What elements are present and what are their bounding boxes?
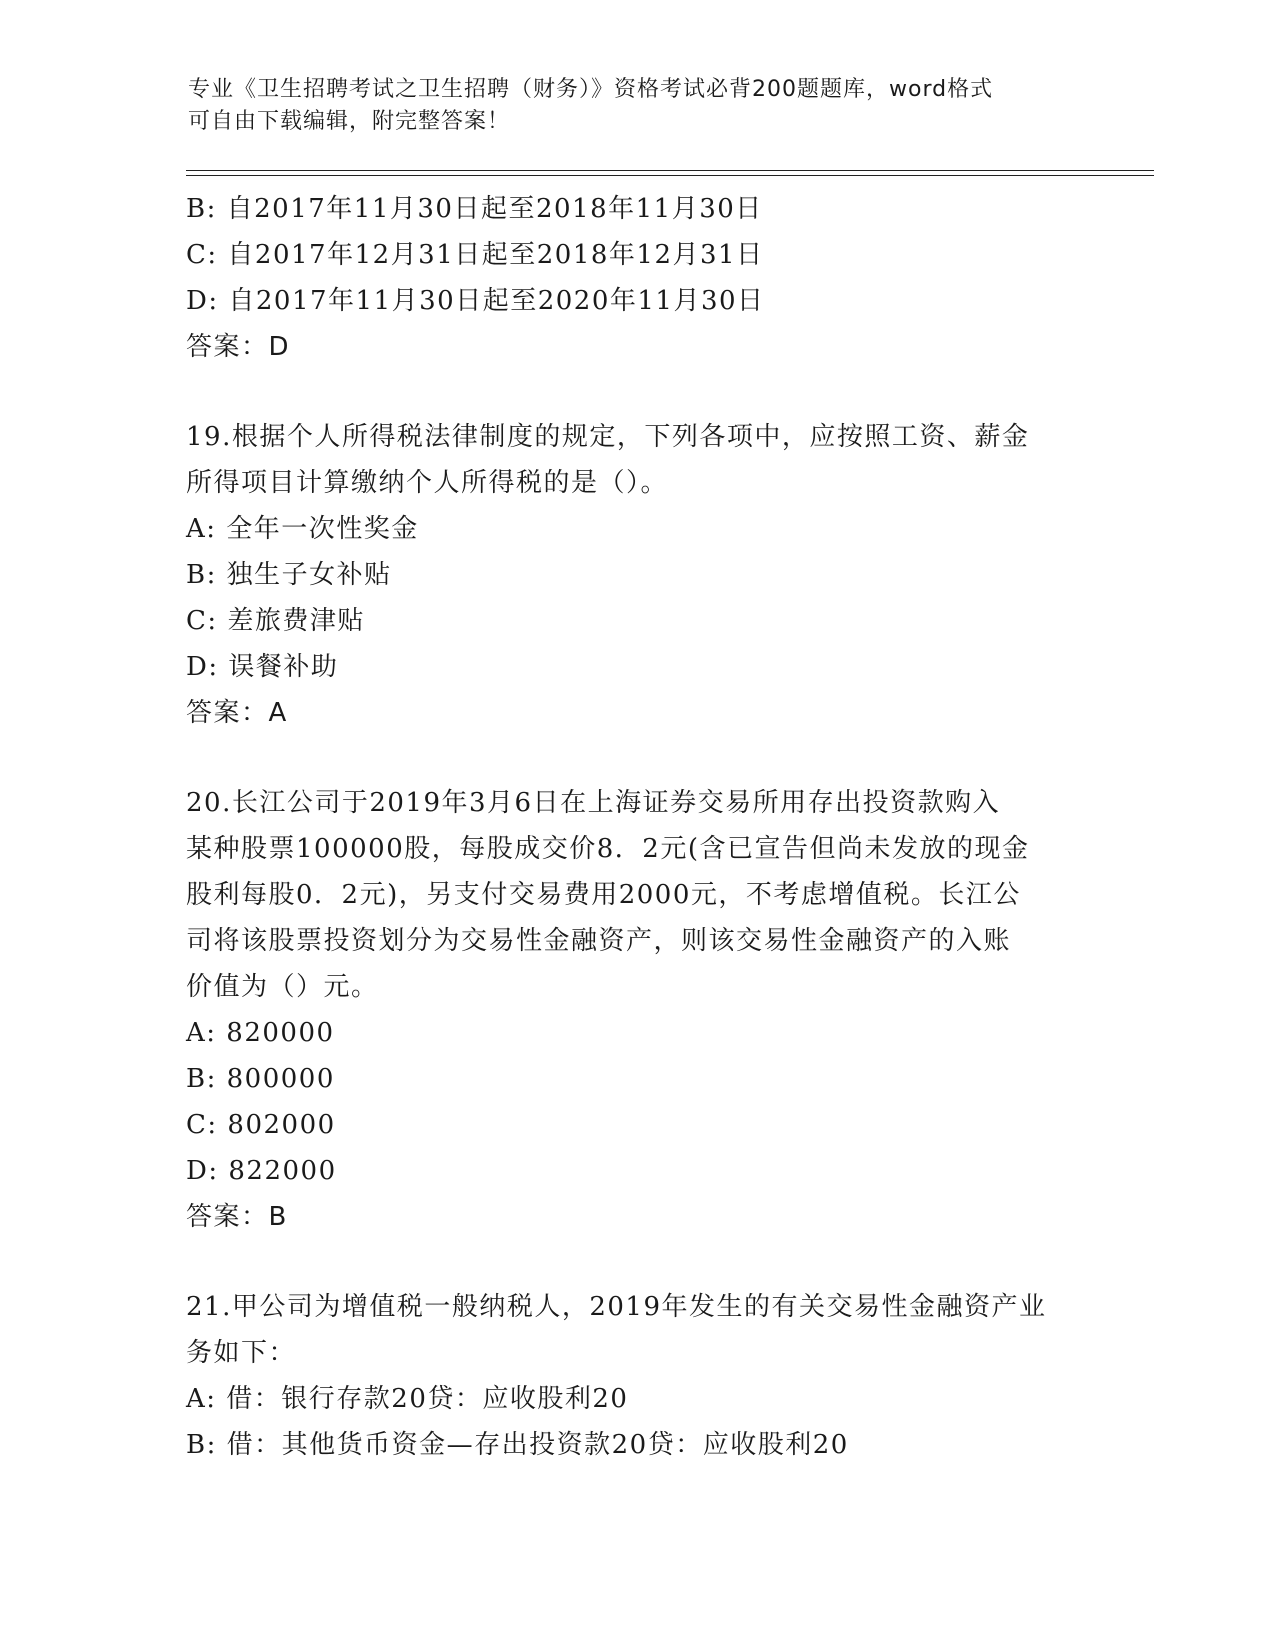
question-20-stem-line-3: 股利每股0．2元)，另支付交易费用2000元，不考虑增值税。长江公 <box>186 880 1021 910</box>
question-20-stem-line-5: 价值为（）元。 <box>186 972 379 1002</box>
option-c: C: 自2017年12月31日起至2018年12月31日 <box>186 240 764 270</box>
option-b: B: 借：其他货币资金—存出投资款20贷：应收股利20 <box>186 1430 849 1460</box>
answer-18: 答案：D <box>186 332 291 362</box>
option-c: C: 差旅费津贴 <box>186 606 365 636</box>
option-a: A: 全年一次性奖金 <box>186 514 419 544</box>
question-20-stem-line-4: 司将该股票投资划分为交易性金融资产，则该交易性金融资产的入账 <box>186 926 1012 956</box>
option-b: B: 800000 <box>186 1064 335 1094</box>
option-d: D: 自2017年11月30日起至2020年11月30日 <box>186 286 765 316</box>
question-21-stem-line-1: 21.甲公司为增值税一般纳税人，2019年发生的有关交易性金融资产业 <box>186 1292 1047 1322</box>
header-rule-bottom <box>186 175 1154 176</box>
question-18-tail <box>186 186 1086 370</box>
option-d: D: 822000 <box>186 1156 337 1186</box>
question-content <box>186 186 1086 1468</box>
option-a: A: 借：银行存款20贷：应收股利20 <box>186 1384 629 1414</box>
option-c: C: 802000 <box>186 1110 336 1140</box>
answer-19: 答案：A <box>186 698 288 728</box>
option-b: B: 自2017年11月30日起至2018年11月30日 <box>186 194 763 224</box>
question-21 <box>186 1284 1086 1468</box>
answer-20: 答案：B <box>186 1202 288 1232</box>
header-title-line-2: 可自由下载编辑，附完整答案！ <box>188 109 511 134</box>
header-title-line-1: 专业《卫生招聘考试之卫生招聘（财务）》资格考试必背200题题库，word格式 <box>188 77 994 102</box>
question-19-stem-line-1: 19.根据个人所得税法律制度的规定，下列各项中，应按照工资、薪金 <box>186 422 1030 452</box>
option-a: A: 820000 <box>186 1018 335 1048</box>
option-b: B: 独生子女补贴 <box>186 560 392 590</box>
question-21-stem-line-2: 务如下： <box>186 1338 297 1368</box>
option-d: D: 误餐补助 <box>186 652 339 682</box>
question-19 <box>186 414 1086 736</box>
question-19-stem-line-2: 所得项目计算缴纳个人所得税的是（）。 <box>186 468 669 498</box>
document-header <box>188 74 1088 138</box>
question-20-stem-line-1: 20.长江公司于2019年3月6日在上海证券交易所用存出投资款购入 <box>186 788 1001 818</box>
question-20-stem-line-2: 某种股票100000股，每股成交价8．2元(含已宣告但尚未发放的现金 <box>186 834 1030 864</box>
question-20 <box>186 780 1086 1240</box>
header-rule-top <box>186 170 1154 171</box>
